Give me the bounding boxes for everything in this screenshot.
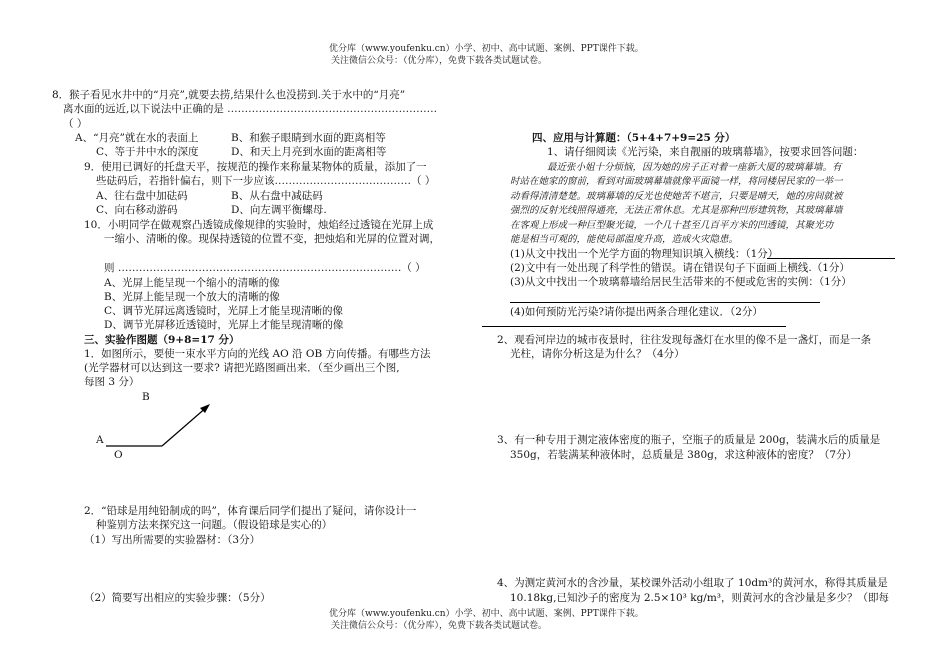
q10-option-b: B、光屏上能呈现一个放大的清晰的像 xyxy=(104,291,280,303)
exp2-sub-2: （2）简要写出相应的实验步骤：（5分） xyxy=(84,592,271,604)
exp1-stem-2: (光学器材可以达到这一要求? 请把光路图画出来．（至少画出三个图, xyxy=(84,362,400,374)
passage-line-4: 强烈的反射光线照得通亮，无法正常休息。尤其是那种凹形建筑物，其玻璃幕墙 xyxy=(510,205,843,216)
figure-label-o: O xyxy=(114,449,123,461)
app1-sub-4: (4)如何预防光污染?请你提出两条合理化建议．（2分） xyxy=(510,306,763,318)
passage-line-1: 最近张小姐十分烦恼，因为她的房子正对着一座新大厦的玻璃幕墙。有 xyxy=(547,162,842,173)
app3-stem-2: 350g，若装满某种液体时，总质量是 380g，求这种液体的密度？（7分） xyxy=(510,449,858,461)
q8-option-c: C、等于井中水的深度 xyxy=(96,146,199,158)
app2-stem-2: 光柱，请你分析这是为什么？（4分） xyxy=(510,348,685,360)
answer-line-3 xyxy=(510,302,820,303)
app1-sub-1: (1)从文中找出一个光学方面的物理知识填入横线：（1分） xyxy=(510,248,779,260)
q8-stem-1: 8．猴子看见水井中的“月亮”,就要去捞,结果什么也没捞到.关于水中的“月亮” xyxy=(52,89,406,101)
exp2-stem-1: 2．“铅球是用纯铅制成的吗”，体育课后同学们提出了疑问，请你设计一 xyxy=(84,505,417,517)
q8-option-a: A、“月亮”就在水的表面上 xyxy=(75,132,199,144)
exp1-stem-3: 每图 3 分） xyxy=(84,376,140,388)
q8-option-d: D、和天上月亮到水面的距离相等 xyxy=(231,146,387,158)
q9-option-a: A、往右盘中加砝码 xyxy=(96,190,188,202)
q8-stem-2: 离水面的远近,以下说法中正确的是 …………………………………………………… xyxy=(63,103,438,115)
section-3-title: 三、实验作图题（9+8=17 分） xyxy=(84,334,240,346)
q10-stem-3: 则 ………………………………………………………………………（ ） xyxy=(104,262,426,274)
q9-option-c: C、向右移动游码 xyxy=(96,204,178,216)
q10-option-a: A、光屏上能呈现一个缩小的清晰的像 xyxy=(104,277,280,289)
q10-option-d: D、调节光屏移近透镜时，光屏上才能呈现清晰的像 xyxy=(104,319,344,331)
q8-option-b: B、和猴子眼睛到水面的距离相等 xyxy=(231,132,386,144)
q10-stem-1: 10．小明同学在做观察凸透镜成像规律的实验时，烛焰经过透镜在光屏上成 xyxy=(84,219,434,231)
passage-line-3: 动看得清清楚楚。玻璃幕墙的反光也使她苦不堪言，只要是晴天，她的房间就被 xyxy=(510,191,843,202)
footer-line-2: 关注微信公众号：（优分库），免费下载各类试题试卷。 xyxy=(331,621,548,631)
q9-option-d: D、向左调平衡螺母. xyxy=(231,204,327,216)
app1-sub-3: (3)从文中找出一个玻璃幕墙给居民生活带来的不便或危害的实例：（1分） xyxy=(510,276,852,288)
q9-stem-2: 些砝码后，若指针偏右，则下一步应该…………………………………（ ） xyxy=(96,175,436,187)
passage-line-2: 时站在她家的窗前，看到对面玻璃幕墙就像平面镜一样，将同楼居民家的一举一 xyxy=(510,176,843,187)
figure-label-b: B xyxy=(142,391,150,403)
section-4-title: 四、应用与计算题：（5+4+7+9=25 分） xyxy=(532,132,736,144)
exp2-stem-2: 种鉴别方法来探究这一问题。（假设铅球是实心的） xyxy=(96,519,333,531)
q9-option-b: B、从右盘中减砝码 xyxy=(231,190,323,202)
passage-line-6: 能是相当可观的，能使局部温度升高，造成火灾隐患。 xyxy=(510,234,739,245)
app4-stem-1: 4、为测定黄河水的含沙量，某校课外活动小组取了 10dm³的黄河水，称得其质量是 xyxy=(497,577,888,589)
header-line-1: 优分库（www.youfenku.cn）小学、初中、高中试题、案例、PPT课件下载。 xyxy=(329,44,644,54)
figure-label-a: A xyxy=(96,434,104,446)
exp2-sub-1: （1）写出所需要的实验器材：（3分） xyxy=(84,534,261,546)
answer-line-4 xyxy=(482,326,786,327)
app1-sub-2: (2)文中有一处出现了科学性的错误。请在错误句子下面画上横线.（1分） xyxy=(510,262,850,274)
app3-stem-1: 3、有一种专用于测定液体密度的瓶子，空瓶子的质量是 200g，装满水后的质量是 xyxy=(497,434,881,446)
exp1-stem-1: 1．如图所示，要使一束水平方向的光线 AO 沿 OB 方向传播。有哪些方法 xyxy=(84,348,431,360)
passage-line-5: 在客观上形成一种巨型聚光镜，一个几十甚至几百平方米的凹透镜，其聚光功 xyxy=(510,220,834,231)
header-line-2: 关注微信公众号：（优分库），免费下载各类试题试卷。 xyxy=(331,56,548,66)
answer-line-1 xyxy=(767,258,895,259)
q8-answer-paren: （ ） xyxy=(63,118,88,130)
app4-stem-2: 10.18kg,已知沙子的密度为 2.5×10³ kg/m³，则黄河水的含沙量是多少？（即每 xyxy=(510,592,890,604)
app2-stem-1: 2、观看河岸边的城市夜景时，往往发现每盏灯在水里的像不是一盏灯，而是一条 xyxy=(497,334,872,346)
q9-stem-1: 9．使用已调好的托盘天平，按规范的操作来称量某物体的质量，添加了一 xyxy=(84,161,427,173)
app1-stem: 1、请仔细阅读《光污染，来自靓丽的玻璃幕墙》，按要求回答问题： xyxy=(547,146,864,158)
q10-option-c: C、调节光屏远离透镜时，光屏上才能呈现清晰的像 xyxy=(104,305,344,317)
q10-stem-2: 一缩小、清晰的像。现保持透镜的位置不变，把烛焰和光屏的位置对调， xyxy=(104,233,440,245)
footer-line-1: 优分库（www.youfenku.cn）小学、初中、高中试题、案例、PPT课件下载。 xyxy=(329,609,644,619)
